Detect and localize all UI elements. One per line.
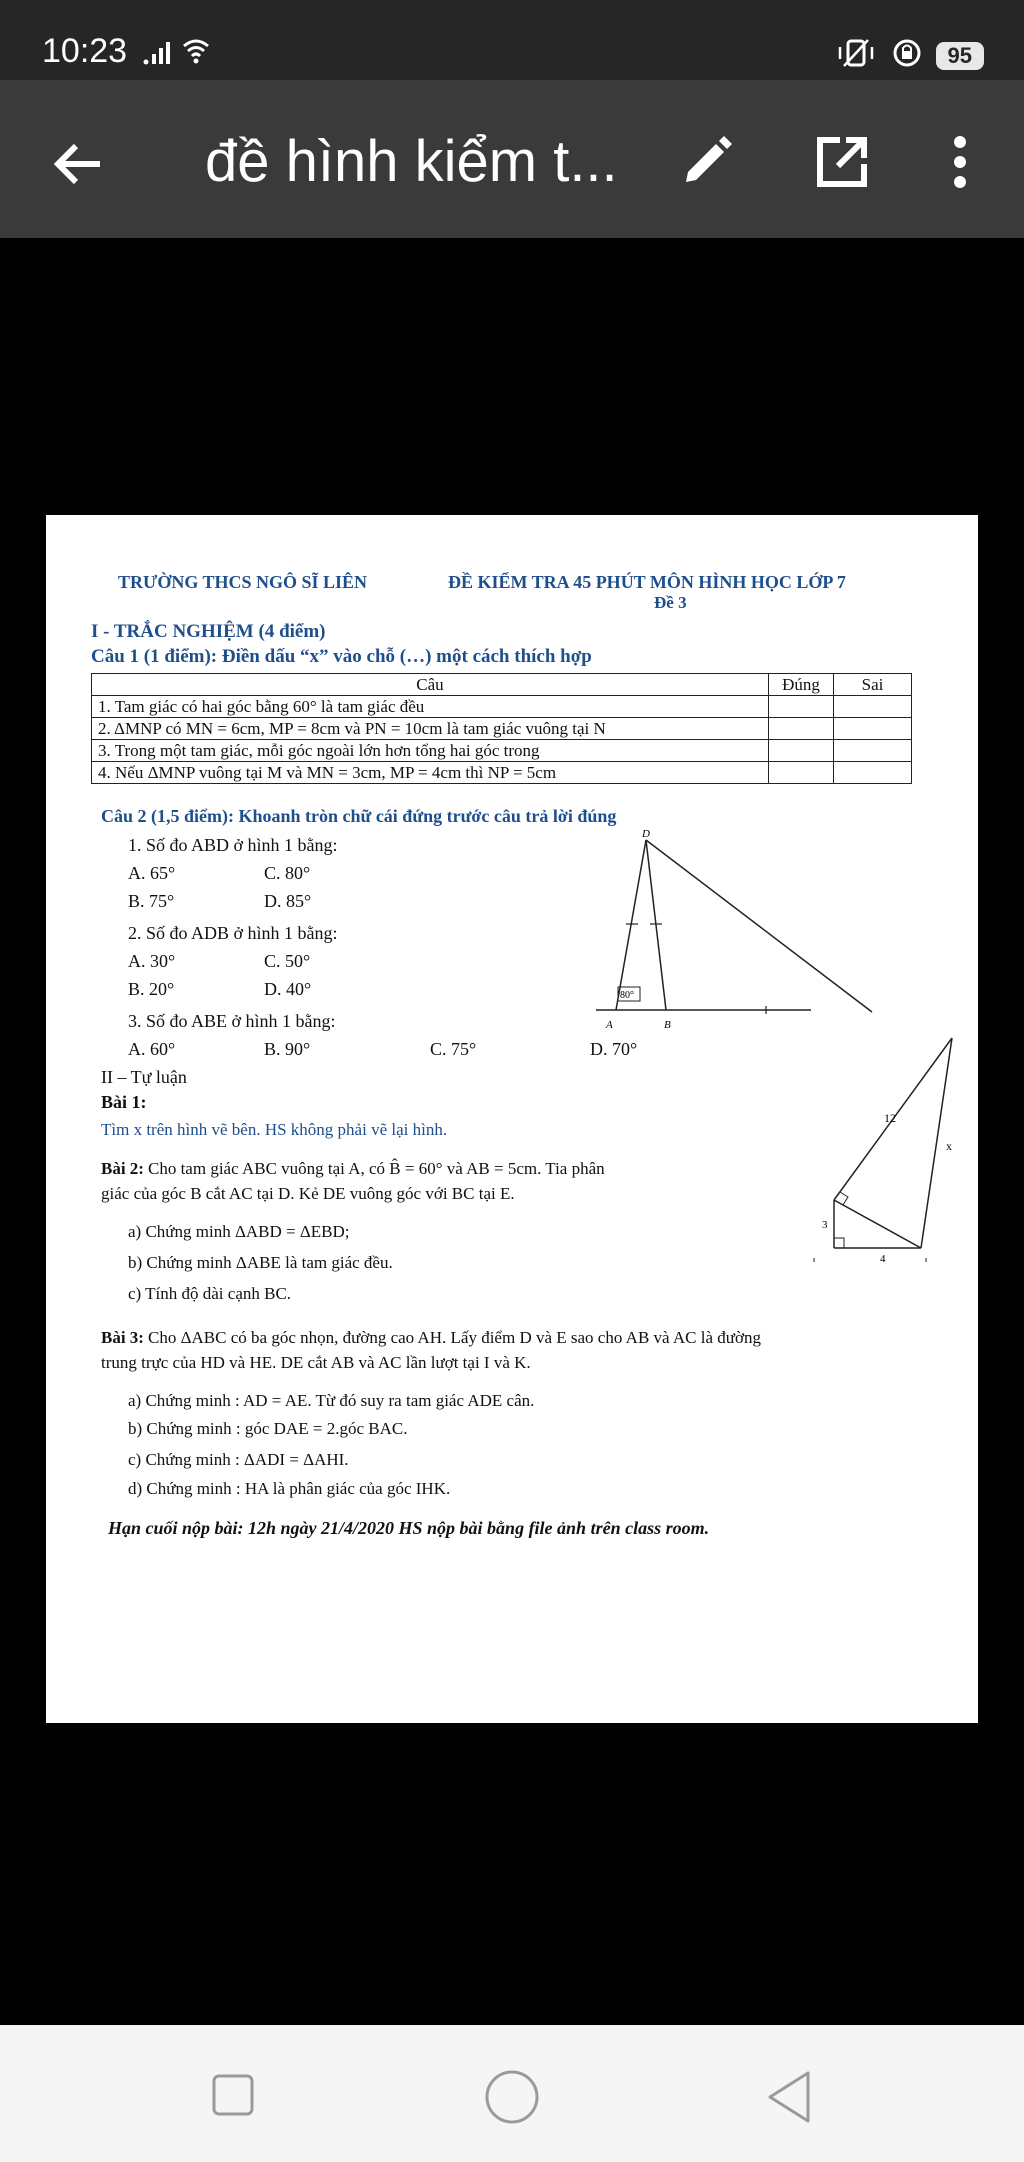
figure-2-triangle bbox=[766, 1030, 966, 1270]
figure-1-triangle bbox=[566, 830, 886, 1050]
problem-3-part: c) Chứng minh : ΔADI = ΔAHI. bbox=[128, 1450, 349, 1469]
status-time: 10:23 bbox=[42, 32, 128, 70]
document-title: đề hình kiểm t... bbox=[205, 129, 618, 194]
problem-2-part: a) Chứng minh ΔABD = ΔEBD; bbox=[128, 1222, 350, 1241]
battery-level: 95 bbox=[936, 42, 984, 70]
problem-3-part: a) Chứng minh : AD = AE. Từ đó suy ra tam giác ADE cân. bbox=[128, 1391, 535, 1410]
table-header: Sai bbox=[834, 674, 912, 696]
figure-length-12: 12 bbox=[884, 1111, 896, 1125]
question-1-title: Câu 1 (1 điểm): Điền dấu “x” vào chỗ (…) một cách thích hợp bbox=[91, 646, 592, 667]
q2-item-stem: 3. Số đo ABE ở hình 1 bằng: bbox=[128, 1011, 336, 1031]
navigation-bar bbox=[0, 2025, 1024, 2162]
answer-cell-false[interactable] bbox=[834, 762, 912, 784]
back-arrow-icon[interactable] bbox=[50, 136, 106, 192]
signal-wifi-icons bbox=[142, 36, 222, 71]
answer-cell-false[interactable] bbox=[834, 718, 912, 740]
section-multiple-choice: I - TRẮC NGHIỆM (4 điểm) bbox=[91, 621, 326, 642]
question-2-title: Câu 2 (1,5 điểm): Khoanh tròn chữ cái đứng trước câu trả lời đúng bbox=[101, 806, 617, 826]
answer-table bbox=[91, 673, 912, 784]
figure-point-a: A bbox=[606, 1019, 613, 1031]
q2-option: C. 50° bbox=[264, 951, 311, 971]
answer-cell-true[interactable] bbox=[769, 696, 834, 718]
table-row bbox=[92, 740, 912, 762]
q2-option: D. 85° bbox=[264, 891, 312, 911]
table-row bbox=[92, 718, 912, 740]
q2-option: D. 70° bbox=[590, 1039, 638, 1059]
data-saver-icon bbox=[892, 38, 922, 73]
answer-cell-true[interactable] bbox=[769, 718, 834, 740]
status-bar bbox=[0, 0, 1024, 80]
table-cell: 2. ΔMNP có MN = 6cm, MP = 8cm và PN = 10cm là tam giác vuông tại N bbox=[92, 718, 769, 740]
q2-option: B. 90° bbox=[264, 1039, 311, 1059]
table-header: Đúng bbox=[769, 674, 834, 696]
q2-option: D. 40° bbox=[264, 979, 312, 999]
recents-square-icon[interactable] bbox=[211, 2073, 255, 2122]
figure-point-b: B bbox=[664, 1019, 671, 1031]
q2-option: A. 30° bbox=[128, 951, 176, 971]
problem-2-label: Bài 2: bbox=[101, 1159, 144, 1178]
figure-point-d: D bbox=[642, 830, 650, 840]
q2-option: A. 60° bbox=[128, 1039, 176, 1059]
status-right bbox=[834, 38, 984, 73]
table-header: Câu bbox=[92, 674, 769, 696]
school-name: TRƯỜNG THCS NGÔ SĨ LIÊN bbox=[118, 572, 368, 592]
q2-option: C. 80° bbox=[264, 863, 311, 883]
problem-2-line-1: Cho tam giác ABC vuông tại A, có B̂ = 60° và AB = 5cm. Tia phân bbox=[148, 1159, 605, 1178]
more-options-icon[interactable] bbox=[940, 132, 980, 192]
answer-cell-false[interactable] bbox=[834, 740, 912, 762]
figure-length-4: 4 bbox=[880, 1253, 886, 1265]
table-cell: 3. Trong một tam giác, mỗi góc ngoài lớn hơn tổng hai góc trong bbox=[92, 740, 769, 762]
answer-cell-false[interactable] bbox=[834, 696, 912, 718]
q2-option: A. 65° bbox=[128, 863, 176, 883]
document-page bbox=[46, 515, 978, 1723]
answer-cell-true[interactable] bbox=[769, 762, 834, 784]
home-circle-icon[interactable] bbox=[484, 2069, 540, 2130]
figure-length-x: x bbox=[946, 1139, 952, 1153]
table-cell: 1. Tam giác có hai góc bằng 60° là tam giác đều bbox=[92, 696, 769, 718]
figure-angle-label: 80° bbox=[620, 990, 634, 1001]
q2-item-stem: 2. Số đo ADB ở hình 1 bằng: bbox=[128, 923, 338, 943]
problem-3-line-1: Cho ΔABC có ba góc nhọn, đường cao AH. Lấy điểm D và E sao cho AB và AC là đường bbox=[148, 1328, 761, 1347]
answer-cell-true[interactable] bbox=[769, 740, 834, 762]
table-row bbox=[92, 696, 912, 718]
q2-option: B. 75° bbox=[128, 891, 175, 911]
exam-version: Đề 3 bbox=[654, 593, 687, 612]
q2-option: C. 75° bbox=[430, 1039, 477, 1059]
problem-2-line-2: giác của góc B cắt AC tại D. Kẻ DE vuông góc với BC tại E. bbox=[101, 1184, 515, 1203]
problem-2-part: b) Chứng minh ΔABE là tam giác đều. bbox=[128, 1253, 393, 1272]
q2-item-stem: 1. Số đo ABD ở hình 1 bằng: bbox=[128, 835, 338, 855]
app-bar bbox=[0, 80, 1024, 238]
problem-3-part: b) Chứng minh : góc DAE = 2.góc BAC. bbox=[128, 1419, 408, 1438]
section-essay: II – Tự luận bbox=[101, 1067, 187, 1087]
edit-pencil-icon[interactable] bbox=[676, 132, 736, 192]
submission-deadline: Hạn cuối nộp bài: 12h ngày 21/4/2020 HS nộp bài bằng file ảnh trên class room. bbox=[108, 1518, 710, 1538]
open-external-icon[interactable] bbox=[812, 132, 872, 192]
problem-3-label: Bài 3: bbox=[101, 1328, 144, 1347]
problem-1-title: Bài 1: bbox=[101, 1092, 147, 1112]
back-triangle-icon[interactable] bbox=[764, 2069, 814, 2130]
q2-option: B. 20° bbox=[128, 979, 175, 999]
problem-2-part: c) Tính độ dài cạnh BC. bbox=[128, 1284, 292, 1303]
table-cell: 4. Nếu ΔMNP vuông tại M và MN = 3cm, MP = 4cm thì NP = 5cm bbox=[92, 762, 769, 784]
vibrate-icon bbox=[834, 38, 878, 73]
table-row bbox=[92, 762, 912, 784]
problem-1-text: Tìm x trên hình vẽ bên. HS không phải vẽ lại hình. bbox=[101, 1120, 448, 1139]
problem-3-line-2: trung trực của HD và HE. DE cắt AB và AC lần lượt tại I và K. bbox=[101, 1353, 531, 1372]
problem-3-part: d) Chứng minh : HA là phân giác của góc IHK. bbox=[128, 1479, 451, 1498]
exam-title: ĐỀ KIỂM TRA 45 PHÚT MÔN HÌNH HỌC LỚP 7 bbox=[448, 572, 846, 592]
figure-length-3: 3 bbox=[822, 1219, 828, 1231]
